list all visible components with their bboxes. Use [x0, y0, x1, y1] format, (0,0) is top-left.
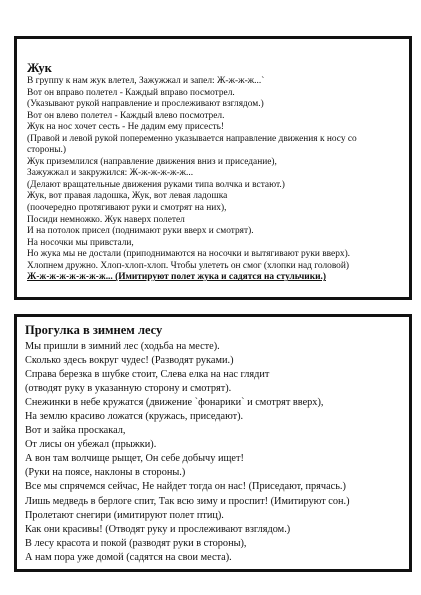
poem-line: Снежинки в небе кружатся (движение `фонарики` и смотрят вверх), [25, 397, 324, 409]
poem-title: Жук [27, 61, 52, 75]
poem-line: Все мы спрячемся сейчас, Не найдет тогда он нас! (Приседают, прячась.) [25, 481, 346, 493]
poem-card-winter-walk [14, 314, 412, 572]
poem-line-final: Ж-ж-ж-ж-ж-ж-ж-ж... (Имитируют полет жука и садятся на стульчики.) [27, 272, 326, 283]
poem-line: (поочередно протягивают руки и смотрят на них), [27, 203, 227, 214]
poem-line: стороны.) [27, 145, 66, 156]
poem-body [27, 76, 399, 284]
poem-line: Вот он влево полетел - Каждый влево посмотрел. [27, 110, 225, 121]
poem-card-zhuk [14, 36, 412, 300]
poem-line: Зажужжал и закружился: Ж-ж-ж-ж-ж-ж... [27, 168, 194, 179]
poem-line: Жук, вот правая ладошка, Жук, вот левая ладошка [27, 191, 228, 202]
poem-line: Сколько здесь вокруг чудес! (Разводят руками.) [25, 355, 234, 367]
poem-line: От лисы он убежал (прыжки). [25, 439, 157, 451]
poem-line: (Руки на поясе, наклоны в стороны.) [25, 467, 186, 479]
poem-line: Вот он вправо полетел - Каждый вправо посмотрел. [27, 87, 235, 98]
poem-line: На носочки мы привстали, [27, 237, 134, 248]
poem-line: Жук приземлился (направление движения вниз и приседание), [27, 156, 277, 167]
poem-line: Справа березка в шубке стоит, Слева елка на нас глядит [25, 369, 270, 381]
poem-line: Хлопнем дружно. Хлоп-хлоп-хлоп. Чтобы улететь он смог (хлопки над головой) [27, 260, 350, 271]
poem-line: Мы пришли в зимний лес (ходьба на месте). [25, 341, 220, 352]
poem-line: Пролетают снегири (имитируют полет птиц). [25, 509, 224, 521]
poem-line: Жук на нос хочет сесть - Не дадим ему присесть! [27, 122, 225, 133]
poem-line: (Правой и левой рукой попеременно указывается направление движения к носу со [27, 133, 357, 144]
poem-line: (Делают вращательные движения руками типа волчка и встают.) [27, 179, 285, 190]
poem-line: Но жука мы не достали (приподнимаются на носочки и вытягивают руки вверх). [27, 249, 351, 260]
poem-line: Лишь медведь в берлоге спит, Так всю зиму и проспит! (Имитируют сон.) [25, 495, 350, 507]
poem-title: Прогулка в зимнем лесу [25, 323, 163, 337]
poem-line: В лесу красота и покой (разводят руки в стороны), [25, 537, 247, 549]
poem-line: А нам пора уже домой (садятся на свои места). [25, 551, 232, 563]
poem-line: А вон там волчище рыщет, Он себе добычу ищет! [25, 453, 244, 465]
poem-line: (Указывают рукой направление и прослеживают взглядом.) [27, 99, 264, 110]
poem-line: И на потолок присел (поднимают руки вверх и смотрят). [27, 226, 254, 237]
poem-line: Посиди немножко. Жук наверх полетел [27, 214, 185, 225]
poem-body [25, 340, 401, 565]
poem-line: Как они красивы! (Отводят руку и прослеживают взглядом.) [25, 523, 291, 535]
poem-line: (отводят руку в указанную сторону и смотрят). [25, 383, 232, 395]
poem-line: На землю красиво ложатся (кружась, приседают). [25, 411, 244, 423]
poem-line: В группу к нам жук влетел, Зажужжал и запел: Ж-ж-ж-ж...` [27, 76, 265, 86]
poem-line: Вот и зайка проскакал, [25, 425, 126, 437]
